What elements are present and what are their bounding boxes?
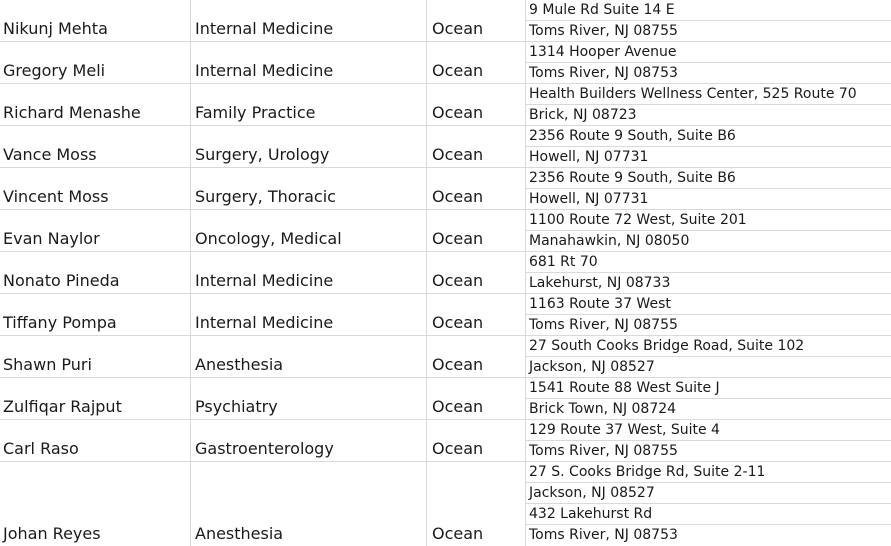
provider-specialty: Anesthesia (195, 355, 284, 374)
name-cell[interactable] (0, 378, 191, 419)
provider-county: Ocean (432, 397, 484, 416)
specialty-cell[interactable] (191, 168, 427, 209)
table-row (0, 168, 891, 210)
address-line[interactable]: Brick, NJ 08723 (529, 107, 637, 123)
provider-specialty: Internal Medicine (195, 271, 334, 290)
specialty-cell[interactable] (191, 378, 427, 419)
provider-specialty: Internal Medicine (195, 61, 334, 80)
address-line[interactable]: 681 Rt 70 (526, 252, 891, 273)
address-line[interactable]: Brick Town, NJ 08724 (529, 401, 677, 417)
address-cell[interactable] (526, 420, 891, 461)
provider-specialty: Anesthesia (195, 524, 284, 543)
address-line[interactable]: 27 S. Cooks Bridge Rd, Suite 2-11 (526, 462, 891, 483)
address-cell[interactable] (526, 336, 891, 377)
provider-name: Nonato Pineda (3, 271, 120, 290)
address-cell[interactable] (526, 168, 891, 209)
address-line[interactable]: 27 South Cooks Bridge Road, Suite 102 (526, 336, 891, 357)
name-cell[interactable] (0, 0, 191, 41)
address-cell[interactable] (526, 0, 891, 41)
address-line[interactable]: Health Builders Wellness Center, 525 Route 70 (526, 84, 891, 105)
provider-county: Ocean (432, 145, 484, 164)
table-row (0, 0, 891, 42)
table-row (0, 210, 891, 252)
county-cell[interactable] (427, 252, 526, 293)
provider-specialty: Psychiatry (195, 397, 278, 416)
specialty-cell[interactable] (191, 462, 427, 546)
address-line[interactable]: Jackson, NJ 08527 (526, 483, 891, 504)
provider-county: Ocean (432, 271, 484, 290)
provider-specialty: Surgery, Urology (195, 145, 330, 164)
provider-specialty: Surgery, Thoracic (195, 187, 336, 206)
county-cell[interactable] (427, 420, 526, 461)
provider-name: Evan Naylor (3, 229, 100, 248)
provider-name: Vincent Moss (3, 187, 109, 206)
specialty-cell[interactable] (191, 42, 427, 83)
address-line[interactable]: 1100 Route 72 West, Suite 201 (526, 210, 891, 231)
county-cell[interactable] (427, 0, 526, 41)
table-row (0, 294, 891, 336)
provider-name: Zulfiqar Rajput (3, 397, 122, 416)
provider-name: Gregory Meli (3, 61, 106, 80)
provider-specialty: Internal Medicine (195, 313, 334, 332)
address-cell[interactable] (526, 462, 891, 546)
provider-county: Ocean (432, 355, 484, 374)
provider-specialty: Family Practice (195, 103, 316, 122)
provider-county: Ocean (432, 313, 484, 332)
address-line[interactable]: Toms River, NJ 08755 (529, 443, 678, 459)
provider-name: Shawn Puri (3, 355, 92, 374)
name-cell[interactable] (0, 84, 191, 125)
county-cell[interactable] (427, 294, 526, 335)
name-cell[interactable] (0, 42, 191, 83)
provider-name: Johan Reyes (3, 524, 101, 543)
specialty-cell[interactable] (191, 84, 427, 125)
address-line[interactable]: 1314 Hooper Avenue (526, 42, 891, 63)
address-line[interactable]: Toms River, NJ 08753 (529, 65, 678, 81)
provider-specialty: Gastroenterology (195, 439, 334, 458)
address-line[interactable]: Manahawkin, NJ 08050 (529, 233, 690, 249)
county-cell[interactable] (427, 168, 526, 209)
provider-specialty: Internal Medicine (195, 19, 334, 38)
table-row (0, 336, 891, 378)
provider-county: Ocean (432, 187, 484, 206)
specialty-cell[interactable] (191, 252, 427, 293)
address-line[interactable]: 432 Lakehurst Rd (526, 504, 891, 525)
table-row (0, 252, 891, 294)
specialty-cell[interactable] (191, 420, 427, 461)
address-line[interactable]: 2356 Route 9 South, Suite B6 (526, 126, 891, 147)
specialty-cell[interactable] (191, 210, 427, 251)
provider-name: Vance Moss (3, 145, 97, 164)
address-line[interactable]: Toms River, NJ 08755 (529, 317, 678, 333)
specialty-cell[interactable] (191, 336, 427, 377)
specialty-cell[interactable] (191, 294, 427, 335)
address-line[interactable]: 1541 Route 88 West Suite J (526, 378, 891, 399)
county-cell[interactable] (427, 210, 526, 251)
address-line[interactable]: 1163 Route 37 West (526, 294, 891, 315)
provider-county: Ocean (432, 19, 484, 38)
table-row (0, 462, 891, 546)
table-row (0, 420, 891, 462)
address-cell[interactable] (526, 210, 891, 251)
address-line[interactable]: Toms River, NJ 08753 (529, 527, 678, 543)
provider-county: Ocean (432, 61, 484, 80)
county-cell[interactable] (427, 336, 526, 377)
provider-name: Richard Menashe (3, 103, 141, 122)
name-cell[interactable] (0, 252, 191, 293)
address-line[interactable]: Jackson, NJ 08527 (529, 359, 655, 375)
address-line[interactable]: Howell, NJ 07731 (529, 149, 649, 165)
name-cell[interactable] (0, 126, 191, 167)
name-cell[interactable] (0, 462, 191, 546)
name-cell[interactable] (0, 420, 191, 461)
table-row (0, 42, 891, 84)
county-cell[interactable] (427, 42, 526, 83)
table-row (0, 378, 891, 420)
address-cell[interactable] (526, 42, 891, 83)
county-cell[interactable] (427, 378, 526, 419)
address-cell[interactable] (526, 126, 891, 167)
address-line[interactable]: Toms River, NJ 08755 (529, 23, 678, 39)
address-line[interactable]: 129 Route 37 West, Suite 4 (526, 420, 891, 441)
specialty-cell[interactable] (191, 126, 427, 167)
address-line[interactable]: 2356 Route 9 South, Suite B6 (526, 168, 891, 189)
county-cell[interactable] (427, 84, 526, 125)
provider-county: Ocean (432, 439, 484, 458)
address-line[interactable]: Lakehurst, NJ 08733 (529, 275, 671, 291)
address-cell[interactable] (526, 252, 891, 293)
provider-specialty: Oncology, Medical (195, 229, 342, 248)
name-cell[interactable] (0, 294, 191, 335)
county-cell[interactable] (427, 462, 526, 546)
provider-county: Ocean (432, 524, 484, 543)
name-cell[interactable] (0, 168, 191, 209)
address-cell[interactable] (526, 84, 891, 125)
name-cell[interactable] (0, 210, 191, 251)
address-cell[interactable] (526, 378, 891, 419)
table-row (0, 126, 891, 168)
provider-name: Carl Raso (3, 439, 79, 458)
specialty-cell[interactable] (191, 0, 427, 41)
provider-county: Ocean (432, 229, 484, 248)
provider-county: Ocean (432, 103, 484, 122)
county-cell[interactable] (427, 126, 526, 167)
address-line[interactable]: Howell, NJ 07731 (529, 191, 649, 207)
name-cell[interactable] (0, 336, 191, 377)
address-line[interactable]: 9 Mule Rd Suite 14 E (526, 0, 891, 21)
provider-name: Tiffany Pompa (3, 313, 117, 332)
address-cell[interactable] (526, 294, 891, 335)
provider-name: Nikunj Mehta (3, 19, 108, 38)
table-row (0, 84, 891, 126)
